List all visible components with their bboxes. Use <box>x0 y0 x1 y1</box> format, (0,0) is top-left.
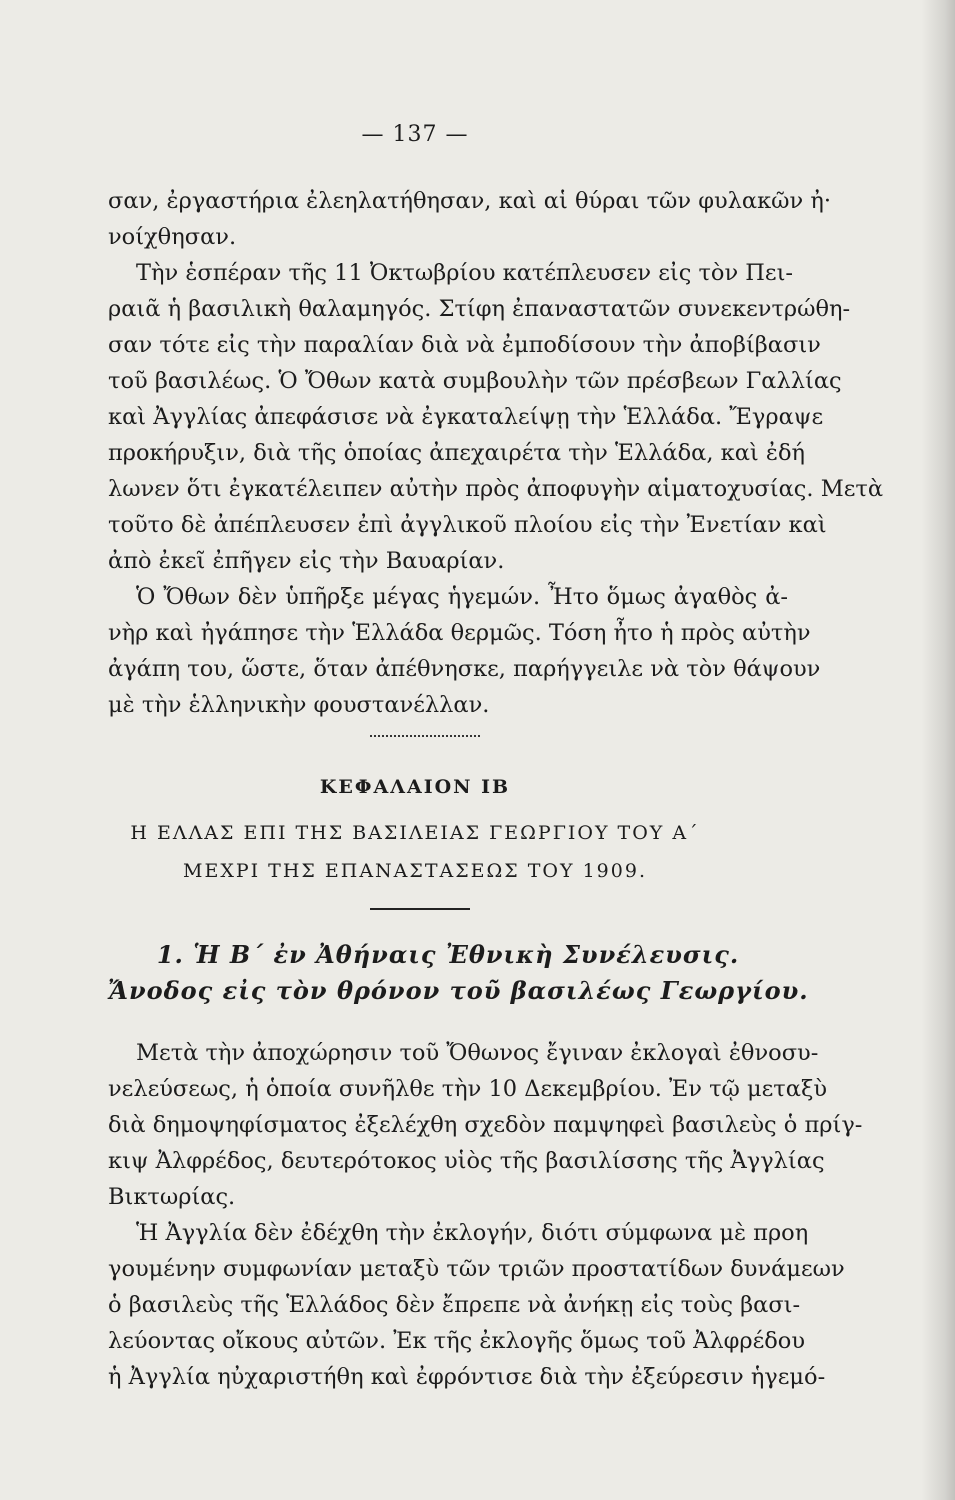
text-line: νοίχθησαν. <box>108 224 237 250</box>
chapter-subtitle: Η ΕΛΛΑΣ ΕΠΙ ΤΗΣ ΒΑΣΙΛΕΙΑΣ ΓΕΩΡΓΙΟΥ ΤΟΥ Α΄ <box>130 822 700 844</box>
text-line: ἡ Ἀγγλία ηὐχαριστήθη καὶ ἐφρόντισε διὰ τὴν ἐξεύρεσιν ἡγεμό- <box>108 1364 826 1390</box>
text-line: ἀγάπη του, ὥστε, ὅταν ἀπέθνησκε, παρήγγειλε νὰ τὸν θάψουν <box>108 656 821 682</box>
text-line: τοῦτο δὲ ἀπέπλευσεν ἐπὶ ἀγγλικοῦ πλοίου εἰς τὴν Ἐνετίαν καὶ <box>108 512 827 538</box>
text-line: ἀπὸ ἐκεῖ ἐπῆγεν εἰς τὴν Βαυαρίαν. <box>108 548 505 574</box>
chapter-title: ΚΕΦΑΛΑΙΟΝ ΙΒ <box>319 776 511 798</box>
text-line: σαν τότε εἰς τὴν παραλίαν διὰ νὰ ἐμποδίσουν τὴν ἀποβίβασιν <box>108 332 821 358</box>
text-line: Βικτωρίας. <box>108 1184 236 1210</box>
page-edge-shadow <box>921 0 955 1500</box>
text-line: Μετὰ τὴν ἀποχώρησιν τοῦ Ὄθωνος ἔγιναν ἐκλογαὶ ἐθνοσυ- <box>136 1040 819 1066</box>
text-line: λωνεν ὅτι ἐγκατέλειπεν αὐτὴν πρὸς ἀποφυγὴν αἱματοχυσίας. Μετὰ <box>108 476 884 502</box>
text-line: σαν, ἐργαστήρια ἐλεηλατήθησαν, καὶ αἱ θύραι τῶν φυλακῶν ἠ· <box>108 188 831 214</box>
text-line: τοῦ βασιλέως. Ὁ Ὄθων κατὰ συμβουλὴν τῶν πρέσβεων Γαλλίας <box>108 368 842 394</box>
text-line: ὁ βασιλεὺς τῆς Ἑλλάδος δὲν ἔπρεπε νὰ ἀνήκῃ εἰς τοὺς βασι- <box>108 1292 801 1318</box>
text-line: νελεύσεως, ἡ ὁποία συνῆλθε τὴν 10 Δεκεμβρίου. Ἐν τῷ μεταξὺ <box>108 1076 828 1102</box>
text-line: Τὴν ἑσπέραν τῆς 11 Ὀκτωβρίου κατέπλευσεν εἰς τὸν Πει- <box>136 260 793 286</box>
section-divider-wavy <box>370 735 480 739</box>
text-line: νὴρ καὶ ἠγάπησε τὴν Ἑλλάδα θερμῶς. Τόση ἦτο ἡ πρὸς αὐτὴν <box>108 620 811 646</box>
text-line: Ὁ Ὄθων δὲν ὑπῆρξε μέγας ἡγεμών. Ἦτο ὅμως ἀγαθὸς ἀ- <box>136 584 788 610</box>
text-line: καὶ Ἀγγλίας ἀπεφάσισε νὰ ἐγκαταλείψῃ τὴν Ἑλλάδα. Ἔγραψε <box>108 404 824 430</box>
page-number: — 137 — <box>361 122 469 147</box>
text-line: προκήρυξιν, διὰ τῆς ὁποίας ἀπεχαιρέτα τὴν Ἑλλάδα, καὶ ἐδή <box>108 440 805 466</box>
text-line: διὰ δημοψηφίσματος ἐξελέχθη σχεδὸν παμψηφεὶ βασιλεὺς ὁ πρίγ- <box>108 1112 863 1138</box>
section-heading: Ἄνοδος εἰς τὸν θρόνον τοῦ βασιλέως Γεωργίου. <box>108 976 809 1005</box>
text-line: Ἡ Ἀγγλία δὲν ἐδέχθη τὴν ἐκλογήν, διότι σύμφωνα μὲ προη <box>136 1220 809 1246</box>
section-heading: 1. Ἡ Β΄ ἐν Ἀθήναις Ἐθνικὴ Συνέλευσις. <box>156 940 740 969</box>
text-line: λεύοντας οἴκους αὐτῶν. Ἐκ τῆς ἐκλογῆς ὅμως τοῦ Ἀλφρέδου <box>108 1328 805 1354</box>
chapter-divider <box>370 908 470 910</box>
text-line: ραιᾶ ἡ βασιλικὴ θαλαμηγός. Στίφη ἐπαναστατῶν συνεκεντρώθη- <box>108 296 851 322</box>
text-line: μὲ τὴν ἑλληνικὴν φουστανέλλαν. <box>108 692 490 718</box>
text-line: κιψ Ἀλφρέδος, δευτερότοκος υἱὸς τῆς βασιλίσσης τῆς Ἀγγλίας <box>108 1148 825 1174</box>
text-line: γουμένην συμφωνίαν μεταξὺ τῶν τριῶν προστατίδων δυνάμεων <box>108 1256 845 1282</box>
chapter-subtitle: ΜΕΧΡΙ ΤΗΣ ΕΠΑΝΑΣΤΑΣΕΩΣ ΤΟΥ 1909. <box>183 860 647 882</box>
